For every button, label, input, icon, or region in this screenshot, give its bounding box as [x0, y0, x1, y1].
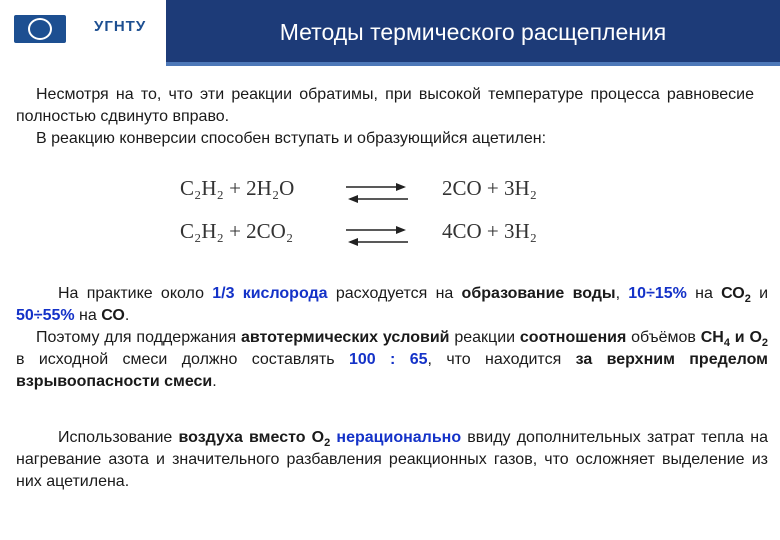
subscript: 2 [761, 337, 769, 349]
equilibrium-arrows-icon [344, 180, 410, 206]
autothermal-conditions: автотермических условий [240, 329, 450, 346]
equation-2-left: C₂H₂ + 2CO₂ [180, 219, 294, 243]
text: . [124, 307, 130, 324]
co2-formula: СО [721, 285, 745, 302]
subscript: 2 [324, 437, 331, 449]
ratio-value: 100 : 65 [348, 351, 428, 368]
text: и [750, 285, 769, 302]
equation-1-left: C₂H₂ + 2H₂O [180, 176, 295, 200]
text: на [686, 285, 722, 302]
practice-paragraph [16, 283, 768, 393]
text: . [212, 373, 217, 390]
o2-formula: и О [729, 329, 762, 346]
subscript: 4 [723, 337, 730, 349]
title-bar [166, 0, 780, 66]
text: На практике около [58, 285, 213, 302]
intro-line-1: Несмотря на то, что эти реакции обратимы, при высокой температуре процесса равновесие полностью сдвинуто вправо. [16, 86, 754, 125]
irrational-term: нерационально [336, 429, 462, 446]
co2-share: 10÷15% [628, 285, 687, 302]
text: ввиду дополнительных затрат тепла на нагревание азота и значительного разбавления реакционных газов, что осложняет выделение из них ацетилена. [16, 429, 768, 490]
text: , что находится [427, 351, 576, 368]
page-title: Методы термического расщепления [279, 19, 667, 45]
air-paragraph [16, 427, 768, 493]
university-emblem [14, 15, 66, 43]
co-formula: СО [101, 307, 125, 324]
intro-paragraph [16, 84, 754, 150]
equation-1-right: 2CO + 3H₂ [442, 176, 538, 200]
logo-text: УГНТУ [94, 18, 147, 35]
text: в исходной смеси должно составлять [16, 351, 349, 368]
text: , [615, 285, 629, 302]
text: Использование [58, 429, 179, 446]
emblem-circle-icon [28, 18, 52, 40]
air-instead-o2: воздуха вместо О [178, 429, 325, 446]
ratio-term: соотношения [519, 329, 627, 346]
oxygen-share: 1/3 кислорода [212, 285, 328, 302]
intro-line-2: В реакцию конверсии способен вступать и образующийся ацетилен: [36, 130, 547, 147]
water-formation: образование воды [461, 285, 616, 302]
logo [0, 0, 166, 66]
ch4-formula: СН [700, 329, 724, 346]
text: Поэтому для поддержания [36, 329, 241, 346]
equation-2-right: 4CO + 3H₂ [442, 219, 538, 243]
text: реакции [449, 329, 520, 346]
text: объёмов [626, 329, 701, 346]
text: на [74, 307, 102, 324]
co-share: 50÷55% [16, 307, 75, 324]
text: расходуется на [327, 285, 462, 302]
equilibrium-arrows-icon [344, 223, 410, 249]
subscript: 2 [744, 293, 751, 305]
explosion-limit: за верхним пределом взрывоопасности смеси [16, 351, 768, 390]
header [0, 0, 780, 66]
